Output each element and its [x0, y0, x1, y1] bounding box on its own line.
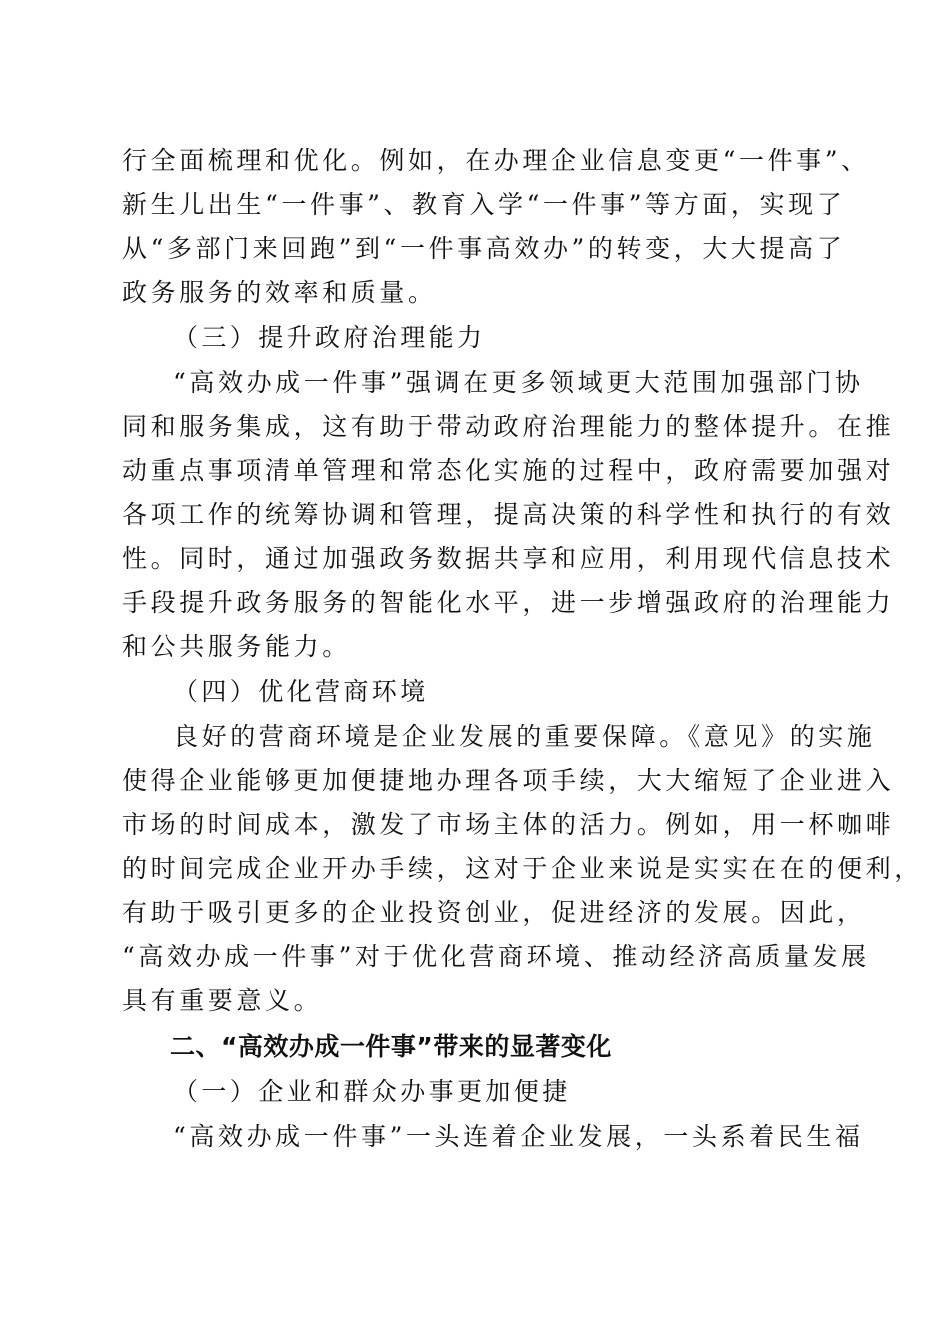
- paragraph-line: 同和服务集成，这有助于带动政府治理能力的整体提升。在推: [122, 412, 895, 441]
- paragraph-line: 有助于吸引更多的企业投资创业，促进经济的发展。因此，: [122, 898, 866, 927]
- paragraph-line: 具有重要意义。: [122, 986, 323, 1015]
- paragraph-line: 市场的时间成本，激发了市场主体的活力。例如，用一杯咖啡: [122, 810, 895, 839]
- paragraph-line: 性。同时，通过加强政务数据共享和应用，利用现代信息技术: [122, 544, 895, 573]
- paragraph-line: 新生儿出生“一件事”、教育入学“一件事”等方面，实现了: [122, 190, 846, 219]
- paragraph-line: 行全面梳理和优化。例如，在办理企业信息变更“一件事”、: [122, 146, 870, 175]
- paragraph-line: 政务服务的效率和质量。: [122, 278, 437, 307]
- paragraph-line: “高效办成一件事”对于优化营商环境、推动经济高质量发展: [122, 942, 870, 971]
- paragraph-line: 使得企业能够更加便捷地办理各项手续，大大缩短了企业进入: [122, 766, 895, 795]
- paragraph-line: 各项工作的统筹协调和管理，提高决策的科学性和执行的有效: [122, 500, 895, 529]
- subheading-improve-governance: （三）提升政府治理能力: [173, 323, 486, 352]
- subheading-business-environment: （四）优化营商环境: [173, 677, 429, 706]
- paragraph-line: 动重点事项清单管理和常态化实施的过程中，政府需要加强对: [122, 456, 895, 485]
- subheading-more-convenient: （一）企业和群众办事更加便捷: [173, 1077, 571, 1106]
- section-heading-notable-changes: 二、“高效办成一件事”带来的显著变化: [170, 1032, 612, 1061]
- paragraph-line: 从“多部门来回跑”到“一件事高效办”的转变，大大提高了: [122, 234, 846, 263]
- paragraph-line: 和公共服务能力。: [122, 632, 351, 661]
- paragraph-line: 良好的营商环境是企业发展的重要保障。《意见》的实施: [173, 722, 876, 751]
- paragraph-line: 的时间完成企业开办手续，这对于企业来说是实实在在的便利，: [122, 854, 923, 883]
- paragraph-line: “高效办成一件事”一头连着企业发展，一头系着民生福: [173, 1122, 864, 1151]
- paragraph-line: “高效办成一件事”强调在更多领域更大范围加强部门协: [173, 368, 864, 397]
- paragraph-line: 手段提升政务服务的智能化水平，进一步增强政府的治理能力: [122, 588, 895, 617]
